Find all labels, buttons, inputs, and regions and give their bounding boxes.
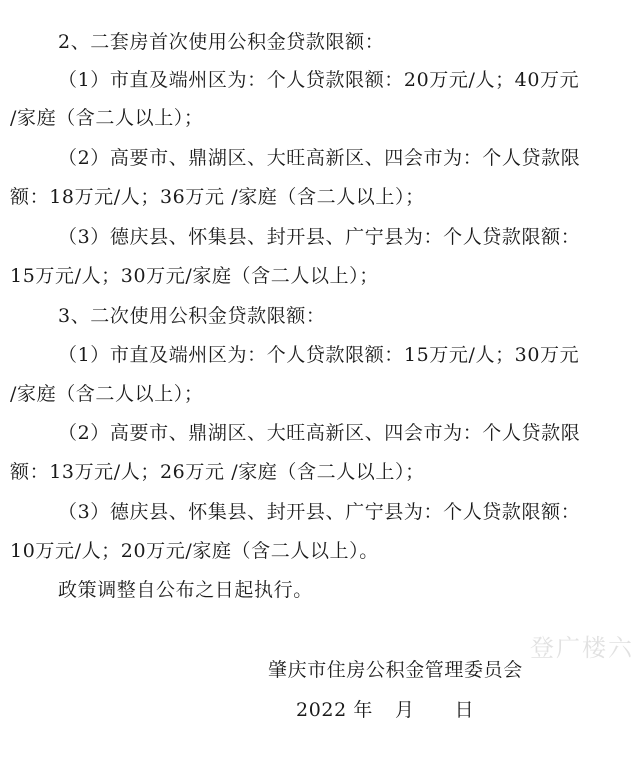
section-2-item-1-line-1: （1）市直及端州区为：个人贷款限额：20万元/人；40万元 [58,69,580,91]
section-3-item-2-line-2: 额：13万元/人；26万元 /家庭（含二人以上）； [10,461,425,483]
date-month-unit: 月 [395,699,415,721]
section-3-item-3-line-2: 10万元/人；20万元/家庭（含二人以上）。 [10,540,379,562]
section-2-item-2-line-2: 额：18万元/人；36万元 /家庭（含二人以上）； [10,186,425,208]
section-3-heading: 3、二次使用公积金贷款限额： [58,305,326,327]
watermark: 登广楼六 [530,634,634,662]
section-2-item-2-line-1: （2）高要市、鼎湖区、大旺高新区、四会市为：个人贷款限 [58,147,581,169]
section-2-heading: 2、二套房首次使用公积金贷款限额： [58,31,385,53]
date-day-unit: 日 [454,699,475,721]
section-2-item-1-line-2: /家庭（含二人以上）； [10,107,204,129]
effective-statement: 政策调整自公布之日起执行。 [58,579,313,601]
date-year: 2022 [296,699,347,721]
date-year-unit: 年 [353,699,374,721]
section-3-item-1-line-2: /家庭（含二人以上）； [10,383,204,405]
section-2-item-3-line-2: 15万元/人；30万元/家庭（含二人以上）； [10,265,379,287]
section-3-item-3-line-1: （3）德庆县、怀集县、封开县、广宁县为：个人贷款限额： [58,501,581,523]
issuer-name: 肇庆市住房公积金管理委员会 [268,659,523,681]
section-3-item-1-line-1: （1）市直及端州区为：个人贷款限额：15万元/人；30万元 [58,344,580,366]
section-3-item-2-line-1: （2）高要市、鼎湖区、大旺高新区、四会市为：个人贷款限 [58,422,581,444]
section-2-item-3-line-1: （3）德庆县、怀集县、封开县、广宁县为：个人贷款限额： [58,226,581,248]
issue-date [296,698,474,722]
